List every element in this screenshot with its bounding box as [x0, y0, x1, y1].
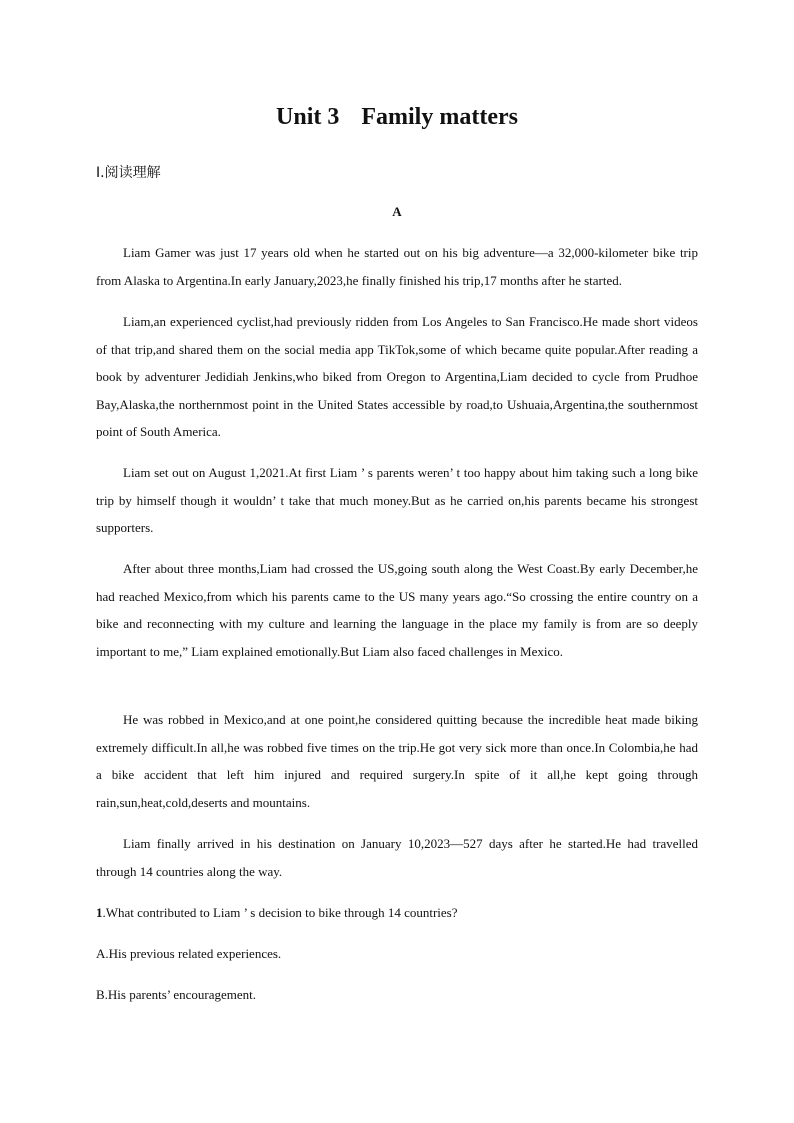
paragraph-5	[96, 706, 698, 816]
paragraph-text: Liam,an experienced cyclist,had previously ridden from Los Angeles to San Francisco.He made short videos of that trip,and shared them on the social media app TikTok,some of which became quite popular.After reading a book by adventurer Jedidiah Jenkins,who biked from Oregon to Argentina,Liam decided to cycle from Prudhoe Bay,Alaska,the northernmost point in the United States accessible by road,to Ushuaia,Argentina,the southernmost point of South America.	[96, 314, 698, 440]
question-number: 1	[96, 905, 103, 920]
section-heading: Ⅰ.阅读理解	[96, 165, 161, 181]
page-title	[0, 104, 794, 131]
paragraph-1	[96, 239, 698, 294]
paragraph-4	[96, 555, 698, 665]
paragraph-3	[96, 459, 698, 542]
question-1	[96, 899, 458, 927]
option-a: A.His previous related experiences.	[96, 946, 282, 961]
unit-number: Unit 3	[276, 104, 340, 130]
paragraph-text: He was robbed in Mexico,and at one point,he considered quitting because the incredible heat made biking extremely difficult.In all,he was robbed five times on the trip.He got very sick more than once.In Colombia,he had a bike accident that left him injured and required surgery.In spite of it all,he kept going through rain,sun,heat,cold,deserts and mountains.	[96, 712, 698, 810]
paragraph-2	[96, 308, 698, 446]
paragraph-6	[96, 830, 698, 885]
passage-label: A	[392, 204, 402, 219]
question-text: .What contributed to Liam ’ s decision to bike through 14 countries?	[102, 905, 458, 920]
paragraph-text: Liam finally arrived in his destination on January 10,2023—527 days after he started.He had travelled through 14 countries along the way.	[96, 836, 698, 879]
paragraph-text: Liam set out on August 1,2021.At first Liam ’ s parents weren’ t too happy about him taking such a long bike trip by himself though it wouldn’ t take that much money.But as he carried on,his parents became his strongest supporters.	[96, 465, 698, 536]
paragraph-text: Liam Gamer was just 17 years old when he started out on his big adventure—a 32,000-kilometer bike trip from Alaska to Argentina.In early January,2023,he finally finished his trip,17 months after he started.	[96, 245, 698, 288]
unit-topic: Family matters	[361, 104, 518, 130]
option-b: B.His parents’ encouragement.	[96, 987, 257, 1002]
paragraph-text: After about three months,Liam had crossed the US,going south along the West Coast.By early December,he had reached Mexico,from which his parents came to the US many years ago.“So crossing the entire country on a bike and reconnecting with my culture and learning the language in the place my family is from are so deeply important to me,” Liam explained emotionally.But Liam also faced challenges in Mexico.	[96, 561, 698, 659]
